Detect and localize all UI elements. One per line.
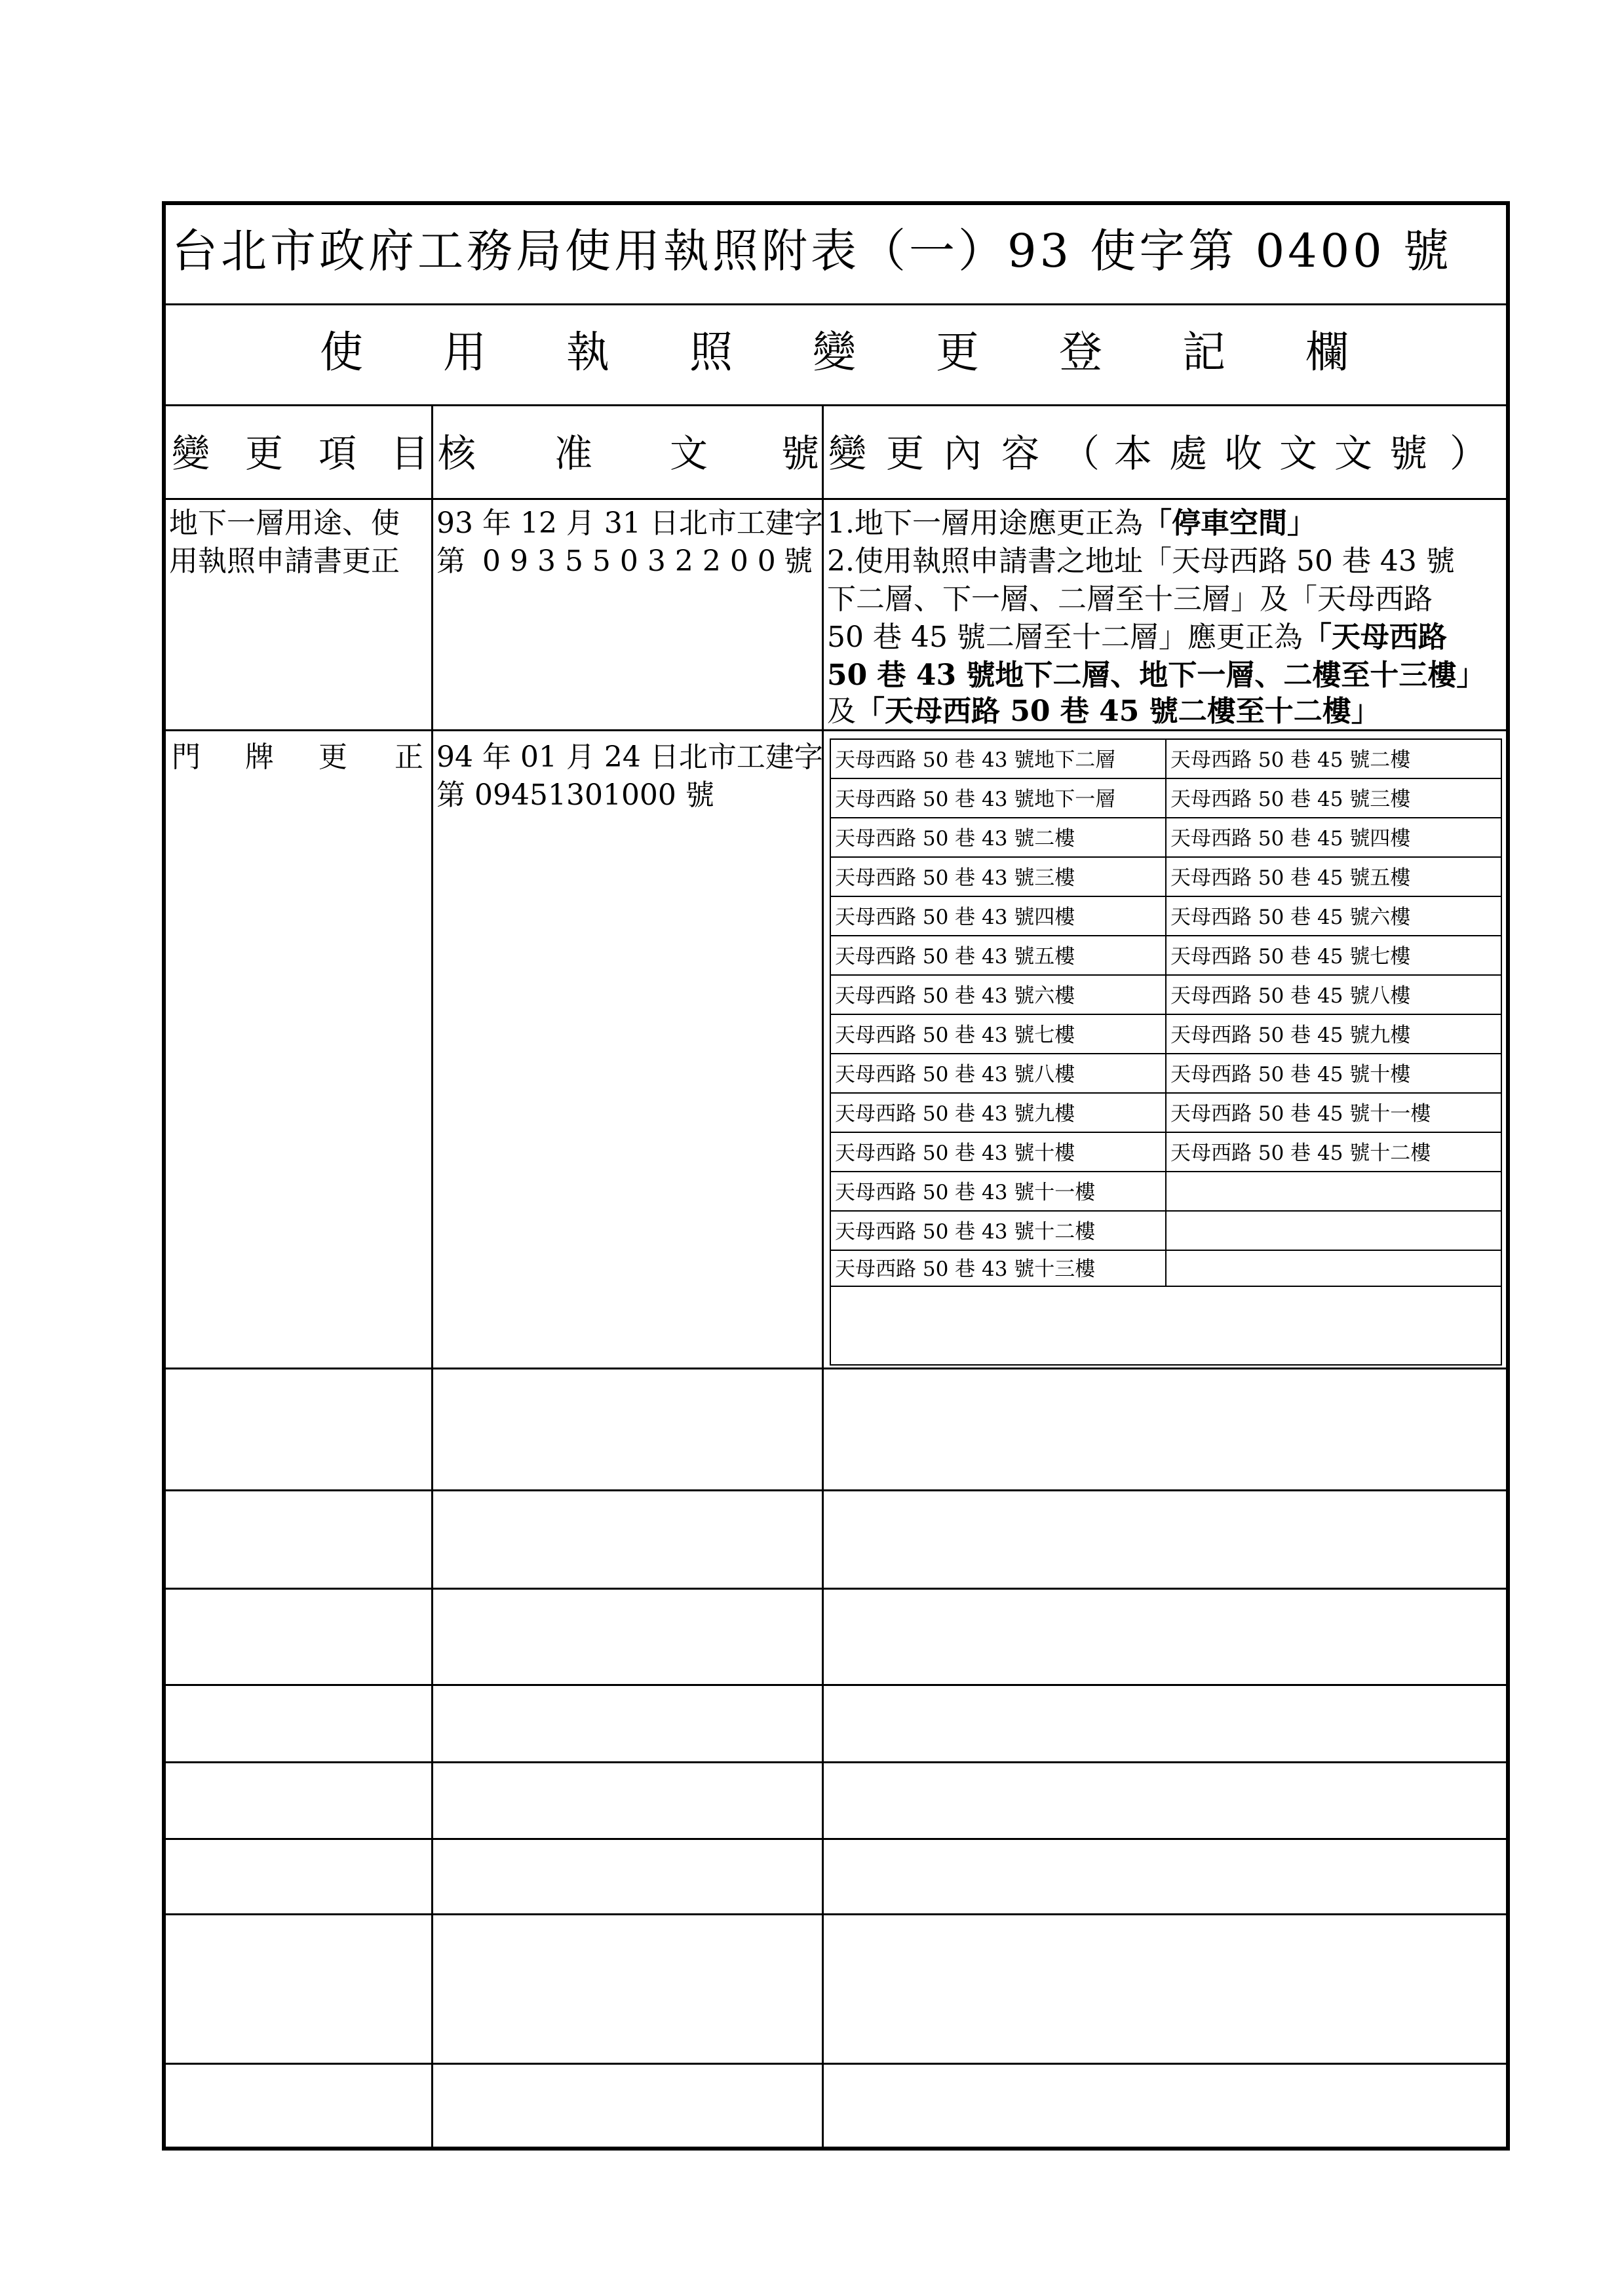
row1-content-line — [827, 697, 1380, 726]
row1-content-text: 50 巷 45 號二層至十二層」應更正為 — [827, 621, 1303, 654]
address-cell: 天母西路 50 巷 45 號七樓 — [1170, 945, 1411, 968]
header-char: 號 — [1389, 431, 1428, 476]
header-char: 項 — [318, 431, 357, 476]
column-rule-2 — [822, 404, 824, 2149]
address-cell: 天母西路 50 巷 45 號十樓 — [1170, 1063, 1411, 1086]
address-cell: 天母西路 50 巷 43 號二樓 — [835, 827, 1075, 851]
address-table-rule — [830, 1092, 1502, 1094]
row2-approval: 第 09451301000 號 — [436, 778, 714, 812]
address-cell: 天母西路 50 巷 43 號十二樓 — [835, 1220, 1096, 1244]
banner-char: 登 — [1059, 327, 1102, 377]
header-char: 文 — [1334, 431, 1373, 476]
address-table-rule — [830, 974, 1502, 976]
address-cell: 天母西路 50 巷 43 號四樓 — [835, 906, 1075, 929]
address-cell: 天母西路 50 巷 43 號八樓 — [835, 1063, 1075, 1086]
address-table-rule — [830, 935, 1502, 936]
header-char: 文 — [670, 431, 708, 476]
banner-char: 照 — [689, 327, 733, 377]
address-cell: 天母西路 50 巷 45 號八樓 — [1170, 984, 1411, 1008]
header-char: 更 — [886, 431, 925, 476]
header-char: 容 — [1001, 431, 1040, 476]
row1-content-text: 及 — [827, 695, 856, 728]
address-cell: 天母西路 50 巷 43 號地下一層 — [835, 788, 1116, 811]
address-table-rule — [830, 1286, 1502, 1287]
form-frame — [162, 201, 1510, 2151]
rule-empty-3 — [164, 1684, 1508, 1686]
rule-empty-5 — [164, 1838, 1508, 1840]
row2-item-char: 門 — [172, 740, 201, 774]
row1-content-bold: 「停車空間」 — [1142, 507, 1316, 540]
address-cell: 天母西路 50 巷 45 號六樓 — [1170, 906, 1411, 929]
row1-approval-number: 0 9 3 5 5 0 3 2 2 0 0 — [482, 545, 776, 578]
address-table-rule — [830, 1053, 1502, 1054]
row1-content-line: 50 巷 43 號地下二層、地下一層、二樓至十三樓」 — [827, 659, 1486, 692]
header-char: 目 — [391, 431, 429, 476]
row2-approval: 94 年 01 月 24 日北市工建字 — [436, 740, 823, 774]
header-char: （ — [1062, 431, 1100, 476]
address-cell: 天母西路 50 巷 43 號十三樓 — [835, 1257, 1096, 1281]
address-table-divider — [1165, 738, 1167, 1286]
address-table-rule — [830, 1132, 1502, 1133]
rule-under-banner — [164, 404, 1508, 406]
address-table-rule — [830, 817, 1502, 818]
row1-content-line — [827, 623, 1447, 652]
header-char: 號 — [781, 431, 820, 476]
address-table-rule — [830, 1014, 1502, 1015]
row1-content-bold: 「天母西路 — [1302, 621, 1447, 654]
rule-empty-4 — [164, 1761, 1508, 1763]
address-table-rule — [830, 896, 1502, 897]
row1-content-line — [827, 509, 1316, 538]
address-table-rule — [830, 1171, 1502, 1172]
row1-content-line: 2.使用執照申請書之地址「天母西路 50 巷 43 號 — [827, 545, 1455, 578]
address-table-rule — [830, 778, 1502, 779]
row2-item-char: 更 — [318, 740, 347, 774]
row1-approval: 93 年 12 月 31 日北市工建字 — [436, 507, 823, 540]
rule-empty-1 — [164, 1489, 1508, 1491]
address-table-right-edge — [1501, 738, 1502, 1364]
address-cell: 天母西路 50 巷 45 號十二樓 — [1170, 1141, 1431, 1165]
row1-content-bold: 「天母西路 50 巷 45 號二樓至十二樓」 — [856, 695, 1380, 728]
banner-char: 執 — [566, 327, 609, 377]
header-char: 准 — [554, 431, 593, 476]
header-char: 收 — [1224, 431, 1263, 476]
rule-empty-2 — [164, 1588, 1508, 1590]
row1-content-text: 1.地下一層用途應更正為 — [827, 507, 1143, 540]
header-char: 本 — [1114, 431, 1153, 476]
address-cell: 天母西路 50 巷 43 號地下二層 — [835, 748, 1116, 772]
address-cell: 天母西路 50 巷 45 號五樓 — [1170, 866, 1411, 890]
header-char: 更 — [245, 431, 284, 476]
column-rule-1 — [431, 404, 433, 2149]
row2-item-char: 牌 — [245, 740, 274, 774]
row2-item-char: 正 — [395, 740, 423, 774]
banner-char: 更 — [936, 327, 979, 377]
address-table-top — [830, 738, 1502, 740]
address-cell: 天母西路 50 巷 43 號十樓 — [835, 1141, 1075, 1165]
row1-content-line: 下二層、下一層、二層至十三層」及「天母西路 — [827, 583, 1433, 616]
address-table-rule — [830, 1210, 1502, 1212]
header-char: 核 — [438, 431, 476, 476]
header-char: 處 — [1169, 431, 1208, 476]
address-cell: 天母西路 50 巷 45 號二樓 — [1170, 748, 1411, 772]
form-title: 台北市政府工務局使用執照附表（一）93 使字第 0400 號 — [172, 224, 1452, 278]
header-char: 變 — [828, 431, 867, 476]
header-char: 文 — [1279, 431, 1318, 476]
address-table-left-edge — [830, 738, 831, 1364]
address-cell: 天母西路 50 巷 43 號九樓 — [835, 1102, 1075, 1126]
address-cell: 天母西路 50 巷 43 號六樓 — [835, 984, 1075, 1008]
row1-approval-suffix: 號 — [784, 545, 813, 578]
banner-char: 變 — [813, 327, 856, 377]
rule-under-row2 — [164, 1368, 1508, 1369]
rule-under-row1 — [164, 729, 1508, 731]
rule-under-headers — [164, 498, 1508, 500]
banner-char: 用 — [443, 327, 486, 377]
header-char: ） — [1450, 431, 1488, 476]
header-char: 內 — [944, 431, 982, 476]
address-cell: 天母西路 50 巷 43 號七樓 — [835, 1024, 1075, 1047]
row1-item: 地下一層用途、使 — [169, 507, 400, 540]
address-table-rule — [830, 856, 1502, 858]
rule-under-title — [164, 303, 1508, 305]
rule-empty-6 — [164, 1913, 1508, 1915]
banner-char: 使 — [320, 327, 363, 377]
banner-char: 欄 — [1305, 327, 1349, 377]
address-cell: 天母西路 50 巷 43 號三樓 — [835, 866, 1075, 890]
row1-item: 用執照申請書更正 — [169, 545, 400, 578]
address-cell: 天母西路 50 巷 45 號三樓 — [1170, 788, 1411, 811]
address-cell: 天母西路 50 巷 43 號十一樓 — [835, 1181, 1096, 1204]
row1-approval-prefix: 第 — [436, 545, 465, 578]
header-char: 變 — [172, 431, 210, 476]
address-table-rule — [830, 1250, 1502, 1251]
address-cell: 天母西路 50 巷 45 號九樓 — [1170, 1024, 1411, 1047]
rule-empty-7 — [164, 2063, 1508, 2065]
banner-char: 記 — [1182, 327, 1225, 377]
address-cell: 天母西路 50 巷 43 號五樓 — [835, 945, 1075, 968]
address-cell: 天母西路 50 巷 45 號四樓 — [1170, 827, 1411, 851]
address-cell: 天母西路 50 巷 45 號十一樓 — [1170, 1102, 1431, 1126]
address-table-bottom — [830, 1364, 1502, 1366]
